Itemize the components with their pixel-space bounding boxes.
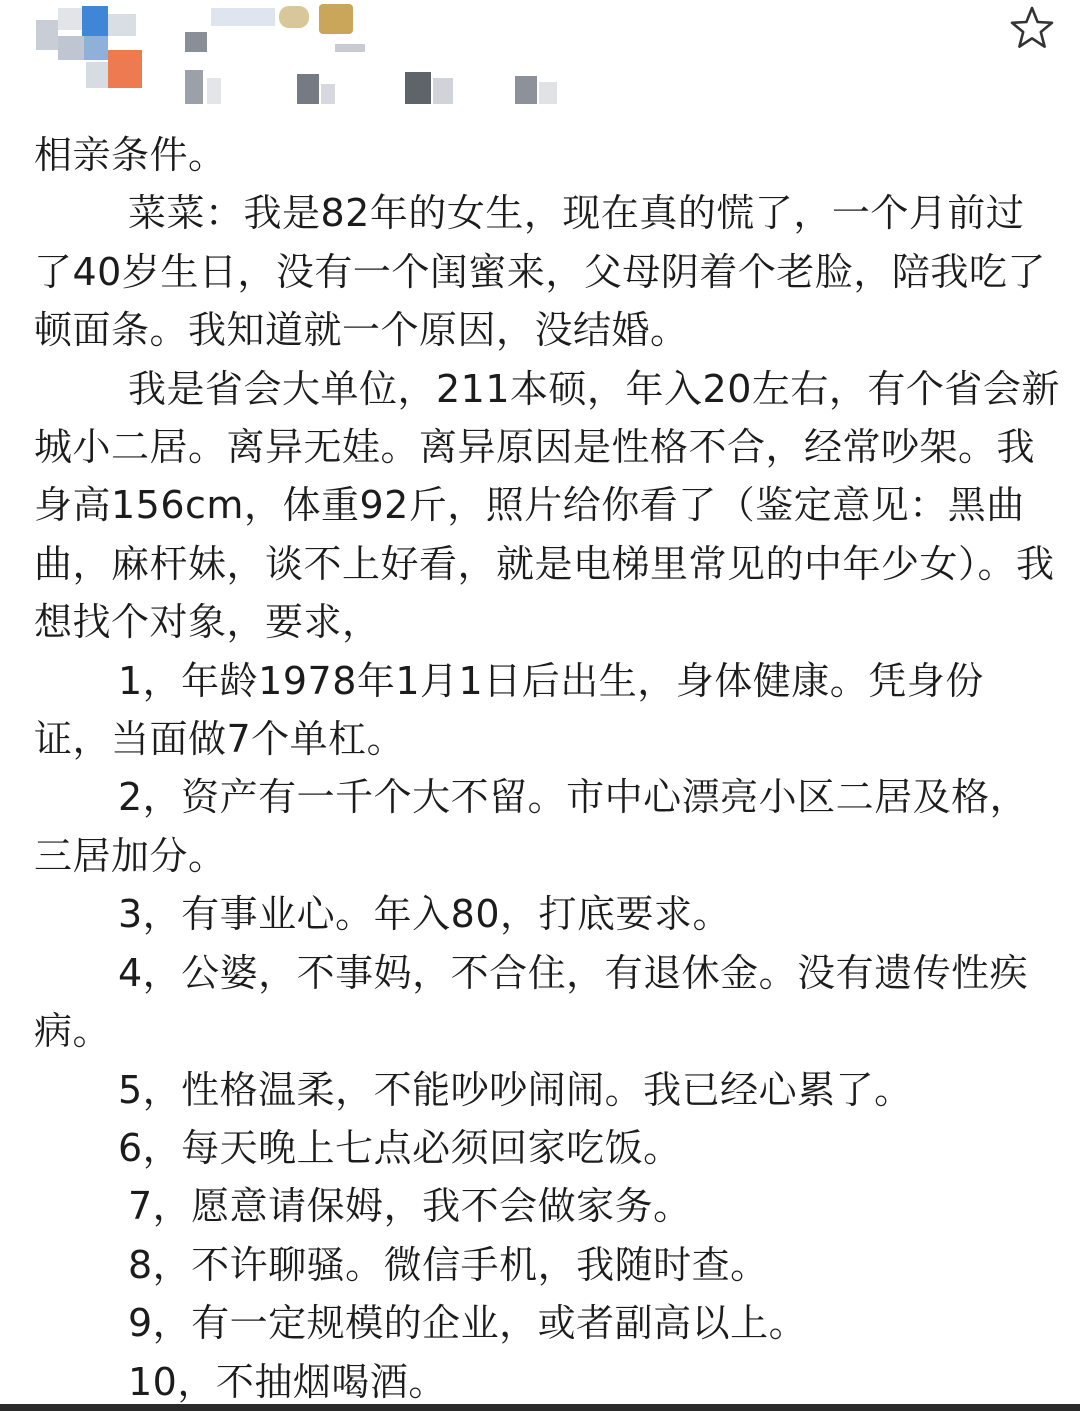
username-blurred[interactable] [185, 4, 385, 48]
post-header [0, 0, 1080, 120]
star-outline-icon[interactable] [1008, 4, 1056, 52]
avatar[interactable] [36, 6, 146, 92]
requirement-item: 2，资产有一千个大不留。市中心漂亮小区二居及格，三居加分。 [34, 775, 1029, 878]
requirement-item: 5，性格温柔，不能吵吵闹闹。我已经心累了。 [118, 1067, 913, 1112]
requirement-item: 6，每天晚上七点必须回家吃饭。 [118, 1125, 682, 1170]
post-body [34, 126, 1060, 1411]
requirement-item: 4，公婆，不事妈，不合住，有退休金。没有遗传性疾病。 [34, 950, 1029, 1054]
requirement-item: 3，有事业心。年入80，打底要求。 [118, 892, 732, 937]
paragraph-title: 相亲条件。 [34, 133, 227, 177]
paragraph-self-description: 我是省会大单位，211本硕，年入20左右，有个省会新城小二居。离异无娃。离异原因是性格不合，经常吵架。我身高156cm，体重92斤，照片给你看了（鉴定意见：黑曲曲，麻杆妹，谈不上好看，就是电梯里常见的中年少女）。我想找个对象，要求， [34, 366, 1060, 645]
post-meta-blurred [185, 66, 605, 106]
requirement-item: 10，不抽烟喝酒。 [128, 1359, 447, 1404]
requirement-item: 9，有一定规模的企业，或者副高以上。 [128, 1301, 808, 1346]
paragraph-intro: 菜菜：我是82年的女生，现在真的慌了，一个月前过了40岁生日，没有一个闺蜜来，父母阴着个老脸，陪我吃了顿面条。我知道就一个原因，没结婚。 [34, 191, 1046, 353]
requirement-item: 8，不许聊骚。微信手机，我随时查。 [128, 1242, 769, 1287]
requirement-item: 1，年龄1978年1月1日后出生，身体健康。凭身份证，当面做7个单杠。 [34, 658, 984, 762]
bottom-divider [0, 1404, 1080, 1411]
requirement-item: 7，愿意请保姆，我不会做家务。 [128, 1184, 692, 1229]
